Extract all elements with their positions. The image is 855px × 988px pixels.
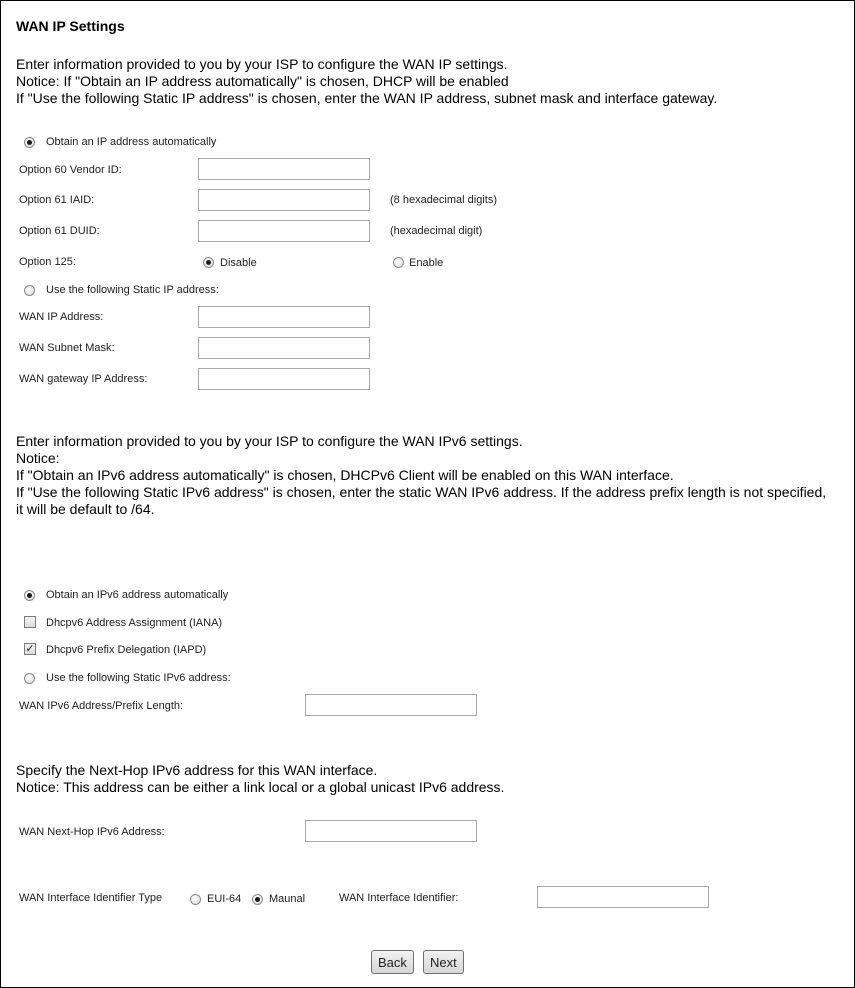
ipv6-intro-line-3: If "Obtain an IPv6 address automatically" is chosen, DHCPv6 Client will be enabled on this WAN interface. xyxy=(16,467,674,483)
opt61-duid-label: Option 61 DUID: xyxy=(19,225,100,237)
iface-id-input[interactable] xyxy=(537,886,709,908)
ipv6-static-label: Use the following Static IPv6 address: xyxy=(46,672,231,684)
opt61-duid-input[interactable] xyxy=(198,220,370,242)
ipv4-static-label: Use the following Static IP address: xyxy=(46,284,219,296)
iface-id-label: WAN Interface Identifier: xyxy=(339,892,459,904)
ipv4-auto-radio[interactable] xyxy=(24,137,35,148)
ipv6-addr-label: WAN IPv6 Address/Prefix Length: xyxy=(19,700,184,712)
nexthop-label: WAN Next-Hop IPv6 Address: xyxy=(19,826,165,838)
intro-line-3: If "Use the following Static IP address" is chosen, enter the WAN IP address, subnet mask and interface gateway. xyxy=(16,90,718,106)
iapd-label: Dhcpv6 Prefix Delegation (IAPD) xyxy=(46,644,207,656)
wan-subnet-input[interactable] xyxy=(198,337,370,359)
back-button[interactable]: Back xyxy=(371,950,414,974)
opt125-disable-radio[interactable] xyxy=(203,257,214,268)
ipv6-intro-line-2: Notice: xyxy=(16,450,60,466)
eui64-label: EUI-64 xyxy=(207,893,242,905)
iface-id-type-label: WAN Interface Identifier Type xyxy=(19,892,163,904)
ipv4-auto-label: Obtain an IP address automatically xyxy=(46,136,217,148)
ipv4-intro xyxy=(16,56,846,107)
opt61-duid-hint: (hexadecimal digit) xyxy=(390,225,483,237)
opt61-iaid-hint: (8 hexadecimal digits) xyxy=(390,194,497,206)
opt60-vendor-id-input[interactable] xyxy=(198,158,370,180)
page-title: WAN IP Settings xyxy=(16,18,125,34)
opt61-iaid-label: Option 61 IAID: xyxy=(19,194,95,206)
ipv6-intro xyxy=(16,433,836,518)
ipv6-auto-label: Obtain an IPv6 address automatically xyxy=(46,589,229,601)
intro-line-1: Enter information provided to you by your ISP to configure the WAN IP settings. xyxy=(16,56,508,72)
ipv6-intro-line-1: Enter information provided to you by your ISP to configure the WAN IPv6 settings. xyxy=(16,433,523,449)
wan-ip-input[interactable] xyxy=(198,306,370,328)
wan-ip-label: WAN IP Address: xyxy=(19,311,104,323)
opt125-enable-radio[interactable] xyxy=(393,257,404,268)
ipv4-static-radio[interactable] xyxy=(24,285,35,296)
opt125-disable-label: Disable xyxy=(220,257,257,269)
eui64-radio[interactable] xyxy=(190,894,201,905)
manual-radio[interactable] xyxy=(252,894,263,905)
nexthop-input[interactable] xyxy=(305,820,477,842)
next-button[interactable]: Next xyxy=(423,950,464,974)
opt125-enable-label: Enable xyxy=(409,257,444,269)
ipv6-auto-radio[interactable] xyxy=(24,590,35,601)
iana-label: Dhcpv6 Address Assignment (IANA) xyxy=(46,617,223,629)
ipv6-addr-input[interactable] xyxy=(305,694,477,716)
iapd-checkbox[interactable]: ✓ xyxy=(25,643,35,655)
wan-gateway-input[interactable] xyxy=(198,368,370,390)
wan-subnet-label: WAN Subnet Mask: xyxy=(19,342,115,354)
opt60-label: Option 60 Vendor ID: xyxy=(19,164,122,176)
iana-checkbox[interactable] xyxy=(24,616,36,628)
ipv6-intro-line-4: If "Use the following Static IPv6 address" is chosen, enter the static WAN IPv6 address. If the address prefix length is not specified, it will be default to /64. xyxy=(16,484,827,517)
manual-label: Maunal xyxy=(269,893,306,905)
nexthop-intro-line-1: Specify the Next-Hop IPv6 address for this WAN interface. xyxy=(16,762,378,778)
opt125-label: Option 125: xyxy=(19,256,76,268)
opt61-iaid-input[interactable] xyxy=(198,189,370,211)
nexthop-intro-line-2: Notice: This address can be either a link local or a global unicast IPv6 address. xyxy=(16,779,505,795)
wan-gateway-label: WAN gateway IP Address: xyxy=(19,373,148,385)
intro-line-2: Notice: If "Obtain an IP address automatically" is chosen, DHCP will be enabled xyxy=(16,73,509,89)
ipv6-static-radio[interactable] xyxy=(24,673,35,684)
nexthop-intro xyxy=(16,762,836,796)
